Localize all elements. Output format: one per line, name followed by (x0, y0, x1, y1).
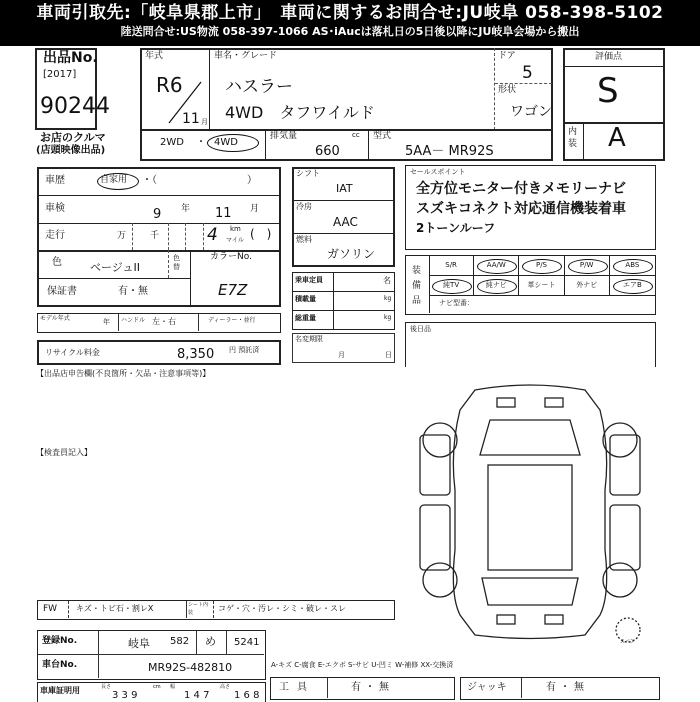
tools-label: 工具 (279, 682, 315, 693)
inspection-label: 車検 (45, 203, 65, 214)
garage-height: 1 6 8 (234, 690, 260, 701)
equipment-item (474, 256, 519, 276)
fw-items: キズ・トビ石・割レX (76, 604, 154, 613)
door-label: ドア (498, 51, 516, 61)
equipment-box (405, 255, 656, 315)
inspection-year-unit: 年 (181, 204, 191, 214)
equipment-item-label: ABS (625, 261, 640, 269)
navi-model-label: ナビ型番： (439, 299, 474, 307)
rear-window (482, 578, 578, 605)
rename-month: 月 (338, 351, 345, 359)
headlight-right (545, 398, 563, 407)
garage-length: 3 3 9 (112, 690, 138, 701)
warranty-value: 有・無 (118, 286, 148, 297)
equipment-item-label: 純ナビ (485, 281, 507, 289)
displacement-unit: cc (352, 131, 360, 139)
damage-legend: A-キズ C-腐食 E-エクボ S-サビ U-凹ミ W-補修 XX-交換済 (271, 661, 454, 669)
load-unit: kg (384, 295, 392, 302)
lot-label: 出品No. (43, 50, 98, 66)
mileage-paren: ( ) (250, 227, 272, 241)
inspection-month-unit: 月 (250, 204, 260, 214)
equipment-item (519, 256, 564, 276)
garage-width-label: 幅 (170, 684, 176, 690)
garage-width: 1 4 7 (184, 690, 210, 701)
shape-label: 形状 (498, 85, 517, 95)
shape-value: ワゴン (510, 104, 552, 120)
fuel-value: ガソリン (327, 247, 376, 261)
history-label: 車歴 (45, 175, 65, 186)
ac-value: AAC (333, 215, 358, 229)
car-grade: 4WD タフワイルド (225, 103, 375, 122)
car-body-outline (453, 385, 606, 639)
equipment-selected-circle (613, 279, 653, 294)
registration-region: 岐阜 (128, 637, 150, 650)
load-label: 積載量 (295, 295, 316, 303)
history-other: ・（ ） (142, 175, 257, 186)
shop-note: お店のクルマ (40, 131, 106, 144)
color-label: 色 (52, 257, 62, 268)
model-year-unit: 年 (103, 318, 110, 326)
displacement-label: 排気量 (270, 131, 298, 141)
mileage-value: 4 (207, 225, 218, 245)
interior-label: 内装 (568, 127, 578, 149)
equipment-selected-circle (568, 259, 608, 274)
seat-items: コゲ・穴・汚レ・シミ・破レ・スレ (218, 604, 346, 613)
wheel-front-left (423, 423, 457, 457)
inspection-year: 9 (153, 207, 162, 222)
year-label: 年式 (145, 51, 164, 61)
fuel-label: 燃料 (296, 235, 312, 244)
header-banner (0, 0, 700, 46)
garage-length-label: 長さ (101, 684, 112, 690)
shift-label: シフト (296, 169, 320, 178)
color-change-label: 色替 (173, 254, 180, 271)
history-circle (97, 173, 139, 190)
recycle-label: リサイクル料金 (45, 348, 100, 357)
jack-box (460, 677, 660, 700)
sales-point-box (405, 165, 656, 250)
wheel-rear-left (423, 563, 457, 597)
registration-class: 582 (170, 636, 190, 647)
capacity-label: 乗車定員 (295, 276, 323, 284)
recycle-unit: 円 預託済 (229, 346, 260, 354)
header-line2: 陸送問合せ:US物流 058-397-1066 AS･iAucは落札日の5日後以降にJU岐阜会場から搬出 (120, 24, 580, 38)
wheel-front-right (603, 423, 637, 457)
equipment-item (474, 276, 519, 296)
warranty-label: 保証書 (47, 286, 77, 297)
mileage-km: km (230, 225, 241, 233)
windshield (480, 420, 580, 455)
history-value: 自家用 (100, 175, 128, 185)
inspector-label: 【検査員記入】 (36, 448, 92, 457)
fw-row (37, 600, 395, 620)
equipment-item-label: P/W (579, 261, 594, 269)
shift-value: IAT (336, 182, 353, 195)
rename-day: 日 (385, 351, 392, 359)
equipment-selected-circle (613, 259, 653, 274)
drive-2wd: 2WD (160, 137, 184, 148)
door-value: 5 (522, 63, 533, 83)
equipment-selected-circle (477, 259, 517, 274)
sales-line: スズキコネクト対応通信機装着車 (416, 201, 626, 217)
equipment-item-label: 純TV (443, 281, 460, 289)
right-front-door (610, 435, 640, 495)
weight-unit: kg (384, 314, 392, 321)
year-value: R6 (156, 73, 183, 97)
registration-number: 5241 (234, 637, 260, 648)
seat-interior-label: シート内装 (188, 602, 209, 616)
equipment-label: 装備品 (412, 266, 422, 306)
sales-label: セールスポイント (410, 168, 466, 176)
right-rear-door (610, 505, 640, 570)
equipment-item (519, 276, 564, 296)
model-year-label: モデル年式 (40, 315, 70, 322)
spare-label: スペア (620, 639, 636, 645)
garage-height-label: 高さ (220, 684, 231, 690)
declaration-label: 【出品店申告欄(不良箇所・欠品・注意事項等)】 (36, 369, 211, 378)
drive-sep: ・ (196, 137, 206, 148)
tools-value: 有・無 (351, 682, 393, 693)
equipment-item-label: S/R (445, 261, 457, 269)
equipment-item-label: 革シート (527, 281, 556, 289)
chassis-label: 車台No. (42, 660, 78, 670)
ac-label: 冷房 (296, 202, 312, 211)
lot-box (35, 48, 110, 130)
equipment-item-label: エアB (622, 281, 642, 289)
later-items-box (405, 322, 656, 367)
registration-block (37, 630, 266, 680)
garage-unit: cm (153, 684, 161, 690)
left-rear-door (420, 505, 450, 570)
lot-number: 90244 (40, 94, 110, 119)
handle-label: ハンドル (121, 317, 146, 324)
sales-line: 2トーンルーフ (416, 221, 496, 235)
drive-4wd: 4WD (214, 137, 238, 148)
dealer-value: ディーラー・並行 (208, 317, 256, 324)
equipment-item (610, 256, 655, 276)
recycle-value: 8,350 (177, 347, 215, 362)
tools-box (270, 677, 455, 700)
car-name: ハスラー (225, 77, 293, 97)
equipment-item-label: P/S (535, 261, 547, 269)
equipment-item-label: AA/W (486, 261, 506, 269)
equipment-item (429, 276, 474, 296)
mileage-man: 万 (117, 231, 127, 241)
chassis-number: MR92S-482810 (148, 661, 233, 674)
rename-label: 名変期限 (295, 335, 323, 343)
garage-label: 車庫証明用 (40, 686, 80, 695)
recycle-row (37, 340, 281, 365)
score-interior: A (608, 123, 626, 153)
color-no-label: カラーNo. (210, 252, 252, 262)
jack-label: ジャッキ (467, 682, 507, 693)
capacity-unit: 名 (383, 276, 391, 285)
score-overall: S (597, 71, 619, 111)
mileage-label: 走行 (45, 230, 65, 241)
wheel-rear-right (603, 563, 637, 597)
handle-value: 左・右 (152, 317, 176, 326)
inspection-month: 11 (215, 206, 232, 221)
equipment-selected-circle (522, 259, 562, 274)
equipment-item (565, 256, 610, 276)
fw-label: FW (43, 604, 58, 614)
later-items-label: 後日品 (410, 325, 431, 333)
equipment-item-label: 外ナビ (576, 281, 598, 289)
equipment-selected-circle (432, 279, 472, 294)
score-label: 評価点 (595, 52, 623, 62)
equipment-item (610, 276, 655, 296)
month-unit: 月 (201, 118, 208, 126)
left-front-door (420, 435, 450, 495)
car-damage-diagram (400, 380, 660, 650)
roof (488, 465, 572, 570)
shop-note-video: (店頭映像出品) (36, 145, 106, 156)
sales-line: 全方位モニター付きメモリーナビ (416, 181, 626, 197)
selected-circle (207, 134, 259, 152)
color-no-value: E7Z (218, 281, 248, 299)
weight-label: 総重量 (295, 314, 316, 322)
model-code: 5AA－ MR92S (405, 144, 494, 159)
name-label: 車名・グレード (214, 51, 278, 61)
equipment-item (429, 256, 474, 276)
taillight-left (497, 615, 515, 624)
taillight-right (545, 615, 563, 624)
model-year-row (37, 313, 281, 333)
model-label: 型式 (373, 131, 392, 141)
equipment-selected-circle (477, 279, 517, 294)
displacement-value: 660 (315, 144, 340, 159)
headlight-left (497, 398, 515, 407)
mileage-mile: マイル (226, 237, 244, 244)
registration-label: 登録No. (42, 636, 78, 646)
mileage-sen: 千 (150, 231, 160, 241)
month-value: 11 (182, 111, 200, 127)
garage-row (37, 682, 266, 702)
equipment-item (565, 276, 610, 296)
header-line1: 車両引取先:「岐阜県郡上市」 車両に関するお問合せ:JU岐阜 058-398-5102 (36, 3, 664, 23)
color-value: ベージュII (90, 261, 141, 274)
registration-kana: め (205, 635, 216, 648)
lot-year-tag: [2017] (43, 69, 77, 80)
jack-value: 有・無 (546, 682, 588, 693)
